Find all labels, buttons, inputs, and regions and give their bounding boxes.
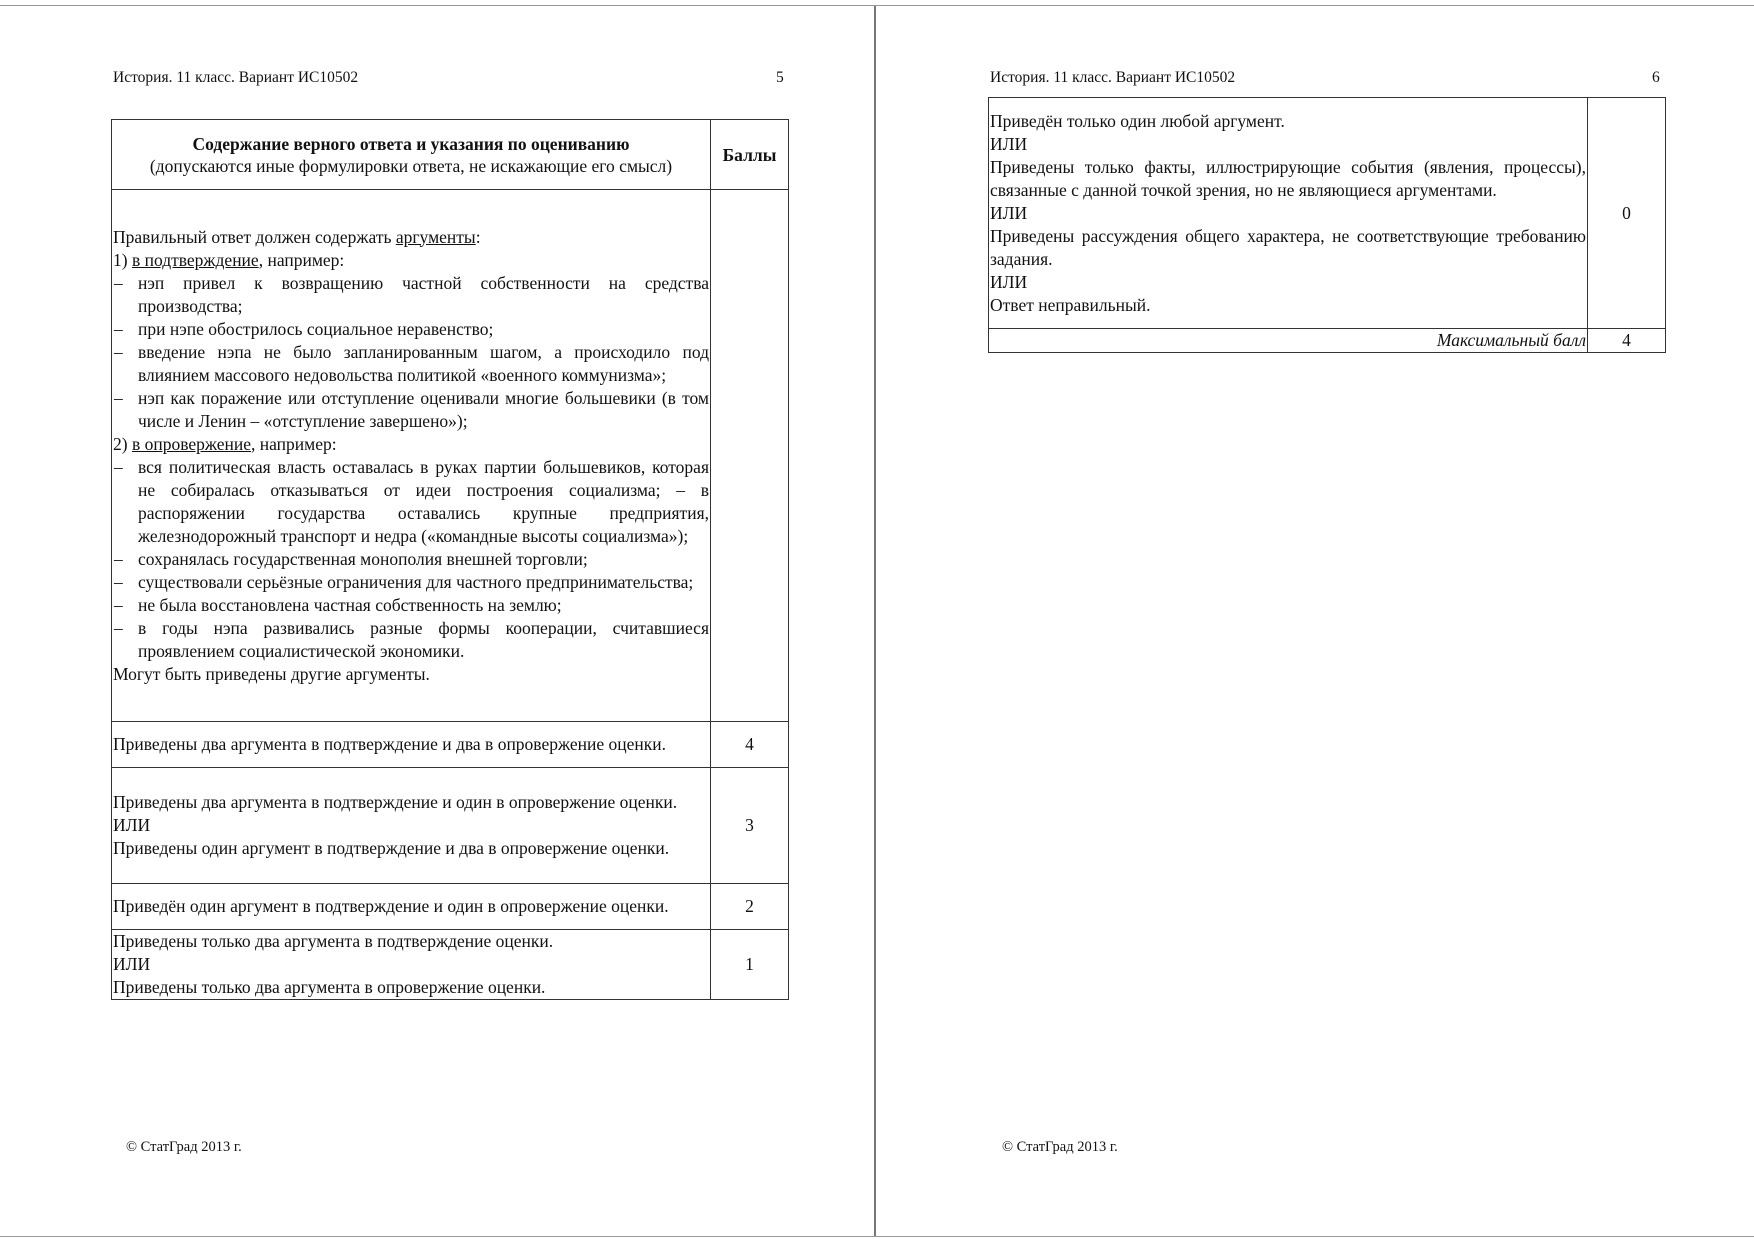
page-number: 6 [1652, 69, 1660, 86]
header-title: Содержание верного ответа и указания по оцениванию [192, 133, 630, 154]
support-prefix: 1) [113, 249, 132, 270]
header-points-cell [711, 120, 789, 190]
refute-suffix: , например: [251, 433, 337, 454]
criteria-table-continued [988, 97, 1666, 353]
score-points: 2 [711, 884, 789, 930]
other-arguments-note: Могут быть приведены другие аргументы. [113, 663, 430, 684]
score-points: 4 [711, 722, 789, 768]
score-line: Ответ неправильный. [990, 294, 1151, 315]
header-points: Баллы [722, 144, 777, 165]
page-header: История. 11 класс. Вариант ИС10502 [990, 69, 1236, 86]
score-description [112, 768, 711, 884]
empty-points-cell [711, 190, 789, 722]
score-row [112, 722, 789, 768]
intro-underlined: аргументы [395, 226, 476, 247]
score-line: Приведены два аргумента в подтверждение и один в опровержение оценки. [113, 792, 678, 812]
score-line: Приведён один аргумент в подтверждение и один в опровержение оценки. [113, 896, 669, 916]
max-score-value: 4 [1588, 329, 1666, 353]
list-item: – нэп как поражение или отступление оценивали многие большевики (в том числе и Ленин – «отступление завершено»); [113, 387, 709, 433]
refute-prefix: 2) [113, 433, 132, 454]
score-line: ИЛИ [113, 954, 151, 974]
list-item: – вся политическая власть оставалась в руках партии большевиков, которая не собиралась отказываться от идеи построения социализма; – в распоряжении государства оставались крупные предприятия, железнодорожный транспорт и недра («командные высоты социализма»); [113, 456, 709, 548]
score-row [112, 884, 789, 930]
score-description [112, 930, 711, 1000]
list-item: – сохранялась государственная монополия внешней торговли; [113, 548, 709, 571]
intro-prefix: Правильный ответ должен содержать [113, 226, 396, 247]
page-footer: © СтатГрад 2013 г. [1002, 1139, 1118, 1155]
score-row [112, 930, 789, 1000]
max-score-row [989, 329, 1666, 353]
score-line: Приведены рассуждения общего характера, не соответствующие требованию задания. [990, 225, 1586, 269]
score-line: Приведён только один любой аргумент. [990, 110, 1285, 131]
page-header: История. 11 класс. Вариант ИС10502 [113, 69, 359, 86]
score-line: ИЛИ [990, 202, 1028, 223]
score-line: ИЛИ [990, 133, 1028, 154]
score-points: 1 [711, 930, 789, 1000]
header-content-cell [112, 120, 711, 190]
document-spread [0, 5, 1754, 1237]
score-points: 3 [711, 768, 789, 884]
support-heading [113, 249, 709, 272]
left-page [0, 6, 876, 1236]
score-line: Приведены только два аргумента в подтверждение оценки. [113, 931, 554, 951]
support-underlined: в подтверждение [131, 249, 259, 270]
support-suffix: , например: [258, 249, 345, 270]
score-description [112, 722, 711, 768]
page-number: 5 [776, 69, 784, 86]
list-item: – существовали серьёзные ограничения для частного предпринимательства; [113, 571, 709, 594]
list-item: – при нэпе обострилось социальное неравенство; [113, 318, 709, 341]
list-item: – введение нэпа не было запланированным шагом, а происходило под влиянием массового недовольства политикой «военного коммунизма»; [113, 341, 709, 387]
table-header-row [112, 120, 789, 190]
list-item: – не была восстановлена частная собственность на землю; [113, 594, 709, 617]
refute-underlined: в опровержение [131, 433, 252, 454]
score-description [989, 98, 1588, 329]
score-row [989, 98, 1666, 329]
list-item: – в годы нэпа развивались разные формы кооперации, считавшиеся проявлением социалистической экономики. [113, 617, 709, 663]
criteria-table [111, 119, 789, 1000]
score-line: Приведены только два аргумента в опровержение оценки. [113, 977, 546, 997]
score-line: ИЛИ [990, 271, 1028, 292]
score-description [112, 884, 711, 930]
score-points: 0 [1588, 98, 1666, 329]
intro-line [113, 226, 709, 249]
answer-content-row [112, 190, 789, 722]
score-row [112, 768, 789, 884]
page-footer: © СтатГрад 2013 г. [126, 1139, 242, 1155]
score-line: ИЛИ [113, 815, 151, 835]
answer-content-cell [112, 190, 711, 722]
right-page [878, 6, 1754, 1236]
list-item: – нэп привел к возвращению частной собственности на средства производства; [113, 272, 709, 318]
max-score-label: Максимальный балл [989, 329, 1588, 353]
score-line: Приведены один аргумент в подтверждение и два в опровержение оценки. [113, 838, 670, 858]
score-line: Приведены два аргумента в подтверждение и два в опровержение оценки. [113, 734, 666, 754]
score-line: Приведены только факты, иллюстрирующие события (явления, процессы), связанные с данной точкой зрения, но не являющиеся аргументами. [990, 156, 1586, 200]
refute-heading [113, 433, 709, 456]
header-note: (допускаются иные формулировки ответа, не искажающие его смысл) [149, 155, 673, 176]
intro-suffix: : [475, 226, 481, 247]
